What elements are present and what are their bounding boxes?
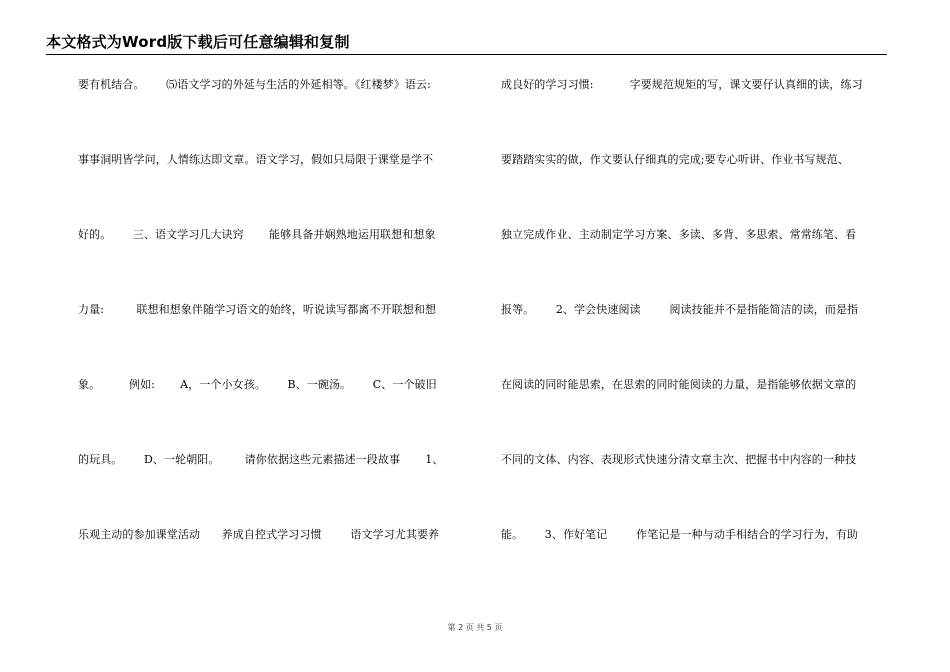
page-number-footer: 第 2 页 共 5 页 [447, 623, 503, 632]
text-line: 乐观主动的参加课堂活动 养成自控式学习习惯 语文学习尤其要养 [78, 528, 440, 541]
text-line: 在阅读的同时能思索，在思索的同时能阅读的力量，是指能够依据文章的 [501, 378, 857, 391]
text-line: 象。 例如: A，一个小女孩。 B、一碗汤。 C、一个破旧 [78, 378, 437, 391]
text-line: 不同的文体、内容、表现形式快速分清文章主次、把握书中内容的一种技 [501, 453, 857, 466]
text-line: 能。 3、作好笔记 作笔记是一种与动手相结合的学习行为，有助 [501, 528, 859, 541]
text-line: 独立完成作业、主动制定学习方案、多读、多背、多思索、常常练笔、看 [501, 228, 857, 241]
text-line: 要踏踏实实的做，作文要认仔细真的完成;要专心听讲、作业书写规范、 [501, 153, 849, 166]
text-line: 的玩具。 D、一轮朝阳。 请你依据这些元素描述一段故事 1、 [78, 453, 444, 466]
text-line: 成良好的学习习惯: 字要规范规矩的写，课文要仔认真细的读，练习 [501, 78, 863, 91]
text-line: 要有机结合。 ⑸语文学习的外延与生活的外延相等。《红楼梦》语云: [78, 78, 431, 91]
text-line: 好的。 三、语文学习几大诀窍 能够具备并娴熟地运用联想和想象 [78, 228, 436, 241]
text-line: 力量: 联想和想象伴随学习语文的始终，听说读写都离不开联想和想 [78, 303, 437, 316]
header-divider [46, 54, 887, 55]
text-line: 报等。 2、学会快速阅读 阅读技能并不是指能简洁的读，而是指 [501, 303, 859, 316]
document-header-title: 本文格式为Word版下载后可任意编辑和复制 [46, 33, 350, 51]
text-line: 事事洞明皆学问，人情练达即文章。语文学习，假如只局限于课堂是学不 [78, 153, 434, 166]
